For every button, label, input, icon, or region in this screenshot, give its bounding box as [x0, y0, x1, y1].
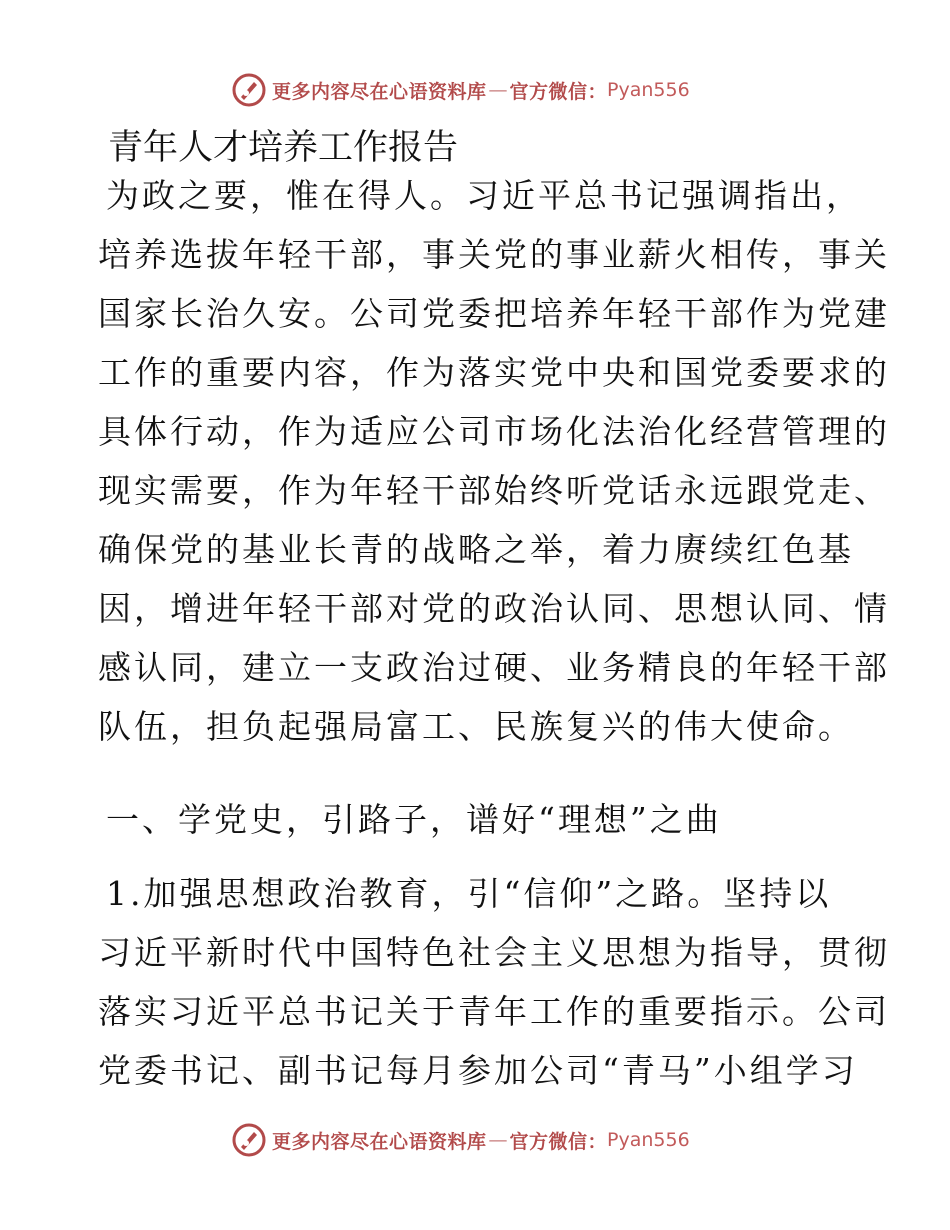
- watermark-label: 官方微信：: [509, 80, 608, 103]
- text-line: 现实需要，作为年轻干部始终听党话永远跟党走、: [98, 471, 890, 510]
- brand-logo-icon: [232, 1123, 266, 1157]
- watermark-header: [232, 70, 690, 110]
- text-line: 感认同，建立一支政治过硬、业务精良的年轻干部: [98, 648, 890, 687]
- paragraph-intro: [98, 166, 890, 756]
- text-line: 工作的重要内容，作为落实党中央和国党委要求的: [98, 353, 890, 392]
- text-line: 为政之要，惟在得人。习近平总书记强调指出，: [106, 176, 862, 215]
- watermark-handle: Pyan556: [607, 79, 690, 101]
- document-title: 青年人才培养工作报告: [108, 128, 459, 168]
- text-line: 队伍，担负起强局富工、民族复兴的伟大使命。: [98, 707, 854, 746]
- watermark-text: 更多内容尽在心语资料库: [272, 1130, 487, 1153]
- brand-logo-icon: [232, 73, 266, 107]
- text-line: 因，增进年轻干部对党的政治认同、思想认同、情: [98, 589, 890, 628]
- watermark-label: 官方微信：: [509, 1130, 608, 1153]
- text-line: 确保党的基业长青的战略之举，着力赓续红色基: [98, 530, 854, 569]
- watermark-separator: —: [488, 79, 508, 101]
- text-line: 国家长治久安。公司党委把培养年轻干部作为党建: [98, 294, 890, 333]
- text-line: 党委书记、副书记每月参加公司“青马”小组学习: [98, 1051, 858, 1090]
- section-heading: [98, 790, 858, 849]
- text-line: 培养选拔年轻干部，事关党的事业薪火相传，事关: [98, 235, 890, 274]
- paragraph-section-1: [98, 864, 890, 1100]
- text-line: 落实习近平总书记关于青年工作的重要指示。公司: [98, 992, 890, 1031]
- watermark-text: 更多内容尽在心语资料库: [272, 80, 487, 103]
- watermark-handle: Pyan556: [607, 1129, 690, 1151]
- text-line: 具体行动，作为适应公司市场化法治化经营管理的: [98, 412, 890, 451]
- watermark-footer: [232, 1120, 690, 1160]
- section-heading-text: 一、学党史，引路子，谱好“理想”之曲: [106, 800, 722, 839]
- watermark-separator: —: [488, 1129, 508, 1151]
- text-line: 1.加强思想政治教育，引“信仰”之路。坚持以: [106, 874, 832, 913]
- text-line: 习近平新时代中国特色社会主义思想为指导，贯彻: [98, 933, 890, 972]
